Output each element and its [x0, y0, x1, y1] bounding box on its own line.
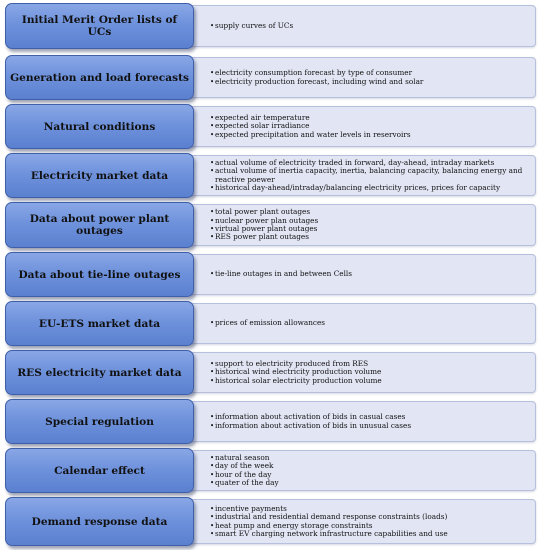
category-description-box [170, 106, 536, 147]
category-item [211, 167, 529, 184]
bullet-icon: • [210, 167, 215, 176]
category-item-text: actual volume of inertia capacity, inertia, balancing capacity, balancing energy and reactive poewer [215, 166, 523, 184]
bullet-icon: • [210, 359, 215, 368]
bullet-icon: • [210, 130, 215, 139]
bullet-icon: • [210, 69, 215, 78]
category-item-list [211, 6, 529, 46]
category-item [211, 319, 529, 327]
bullet-icon: • [210, 158, 215, 167]
category-label: Electricity market data [30, 169, 169, 182]
category-item-text: electricity production forecast, including wind and solar [215, 76, 424, 86]
bullet-icon: • [210, 77, 215, 86]
category-item-list [211, 500, 529, 543]
category-item-text: electricity consumption forecast by type of consumer [215, 68, 413, 78]
category-label-box [5, 153, 194, 198]
bullet-icon: • [210, 376, 215, 385]
category-item-text: historical wind electricity production volume [215, 367, 382, 377]
category-item-list [211, 402, 529, 441]
category-row [0, 350, 539, 395]
bullet-icon: • [210, 521, 215, 530]
category-item-text: smart EV charging network infrastructure capabilities and use [215, 528, 448, 538]
category-description-box [170, 155, 536, 196]
bullet-icon: • [210, 208, 215, 217]
bullet-icon: • [210, 113, 215, 122]
category-item-list [211, 107, 529, 146]
category-label-box [5, 104, 194, 149]
bullet-icon: • [210, 513, 215, 522]
category-description-box [170, 401, 536, 442]
bullet-icon: • [210, 453, 215, 462]
category-row [0, 104, 539, 149]
category-item-text: virtual power plant outages [215, 224, 318, 233]
category-item [211, 78, 529, 86]
category-label-box [5, 448, 194, 493]
bullet-icon: • [210, 470, 215, 479]
category-item [211, 184, 529, 192]
bullet-icon: • [210, 529, 215, 538]
bullet-icon: • [210, 504, 215, 513]
category-row [0, 3, 539, 49]
category-item-list [211, 451, 529, 490]
category-item-text: supply curves of UCs [215, 20, 294, 30]
category-row [0, 153, 539, 198]
category-item-text: information about activation of bids in casual cases [215, 412, 406, 422]
category-item-list [211, 205, 529, 245]
category-item [211, 270, 529, 278]
bullet-icon: • [210, 233, 215, 242]
category-item-text: natural season [215, 452, 270, 462]
category-description-box [170, 254, 536, 295]
category-description-box [170, 499, 536, 544]
category-item [211, 530, 529, 538]
category-description-box [170, 57, 536, 98]
bullet-icon: • [210, 421, 215, 430]
category-row [0, 202, 539, 248]
category-item-text: support to electricity produced from RES [215, 358, 369, 368]
bullet-icon: • [210, 225, 215, 233]
category-label: Calendar effect [54, 464, 145, 477]
bullet-icon: • [210, 216, 215, 225]
category-label: RES electricity market data [17, 366, 182, 379]
bullet-icon: • [210, 368, 215, 377]
category-label: Demand response data [31, 515, 168, 528]
category-item-text: industrial and residential demand response constraints (loads) [215, 512, 448, 522]
category-label-box [5, 301, 194, 346]
category-description-box [170, 303, 536, 344]
category-label-box [5, 202, 194, 248]
category-row [0, 55, 539, 100]
category-label: Data about tie-line outages [18, 268, 181, 281]
category-item-text: quater of the day [215, 477, 279, 487]
category-label-box [5, 497, 194, 546]
category-item-text: information about activation of bids in unusual cases [215, 420, 412, 430]
category-item-text: RES power plant outages [215, 232, 309, 242]
category-item-list [211, 156, 529, 195]
category-item-text: expected solar irradiance [215, 121, 310, 131]
category-description-box [170, 450, 536, 491]
bullet-icon: • [210, 270, 215, 279]
category-item-text: incentive payments [215, 503, 287, 513]
category-label-box [5, 252, 194, 297]
category-item-list [211, 353, 529, 392]
category-row [0, 399, 539, 444]
category-item-text: total power plant outages [215, 207, 311, 217]
category-item-text: heat pump and energy storage constraints [215, 520, 373, 530]
category-item [211, 22, 529, 30]
category-item-text: historical day-ahead/intraday/balancing electricity prices, prices for capacity [215, 182, 501, 192]
category-row [0, 301, 539, 346]
category-item [211, 233, 529, 241]
category-label: Generation and load forecasts [10, 71, 189, 84]
category-label-box [5, 399, 194, 444]
category-description-box [170, 352, 536, 393]
category-item [211, 479, 529, 487]
category-item-text: day of the week [215, 461, 274, 471]
category-item [211, 422, 529, 430]
category-item-list [211, 255, 529, 294]
category-item-text: prices of emission allowances [215, 318, 326, 328]
category-row [0, 252, 539, 297]
bullet-icon: • [210, 183, 215, 192]
category-description-box [170, 5, 536, 47]
category-item-text: tie-line outages in and between Cells [215, 269, 353, 279]
bullet-icon: • [210, 462, 215, 471]
category-label: Special regulation [45, 415, 154, 428]
category-label-box [5, 350, 194, 395]
category-item-text: hour of the day [215, 469, 272, 479]
category-item-list [211, 58, 529, 97]
category-label: Initial Merit Order lists of UCs [21, 14, 178, 38]
category-item-text: actual volume of electricity traded in forward, day-ahead, intraday markets [215, 157, 495, 167]
category-item [211, 377, 529, 385]
category-label: Data about power plant outages [29, 213, 170, 237]
bullet-icon: • [210, 413, 215, 422]
category-item-text: historical solar electricity production volume [215, 375, 382, 385]
bullet-icon: • [210, 21, 215, 30]
category-label-box [5, 3, 194, 49]
category-item [211, 131, 529, 139]
category-item-text: nuclear power plan outages [215, 215, 319, 225]
category-item-text: expected precipitation and water levels in reservoirs [215, 129, 411, 139]
bullet-icon: • [210, 122, 215, 131]
category-description-box [170, 204, 536, 246]
category-label: Natural conditions [43, 120, 156, 133]
category-row [0, 448, 539, 493]
bullet-icon: • [210, 478, 215, 487]
bullet-icon: • [210, 319, 215, 328]
category-label: EU-ETS market data [38, 317, 161, 330]
category-label-box [5, 55, 194, 100]
category-item-list [211, 304, 529, 343]
category-item-text: expected air temperature [215, 112, 310, 122]
category-row [0, 497, 539, 546]
